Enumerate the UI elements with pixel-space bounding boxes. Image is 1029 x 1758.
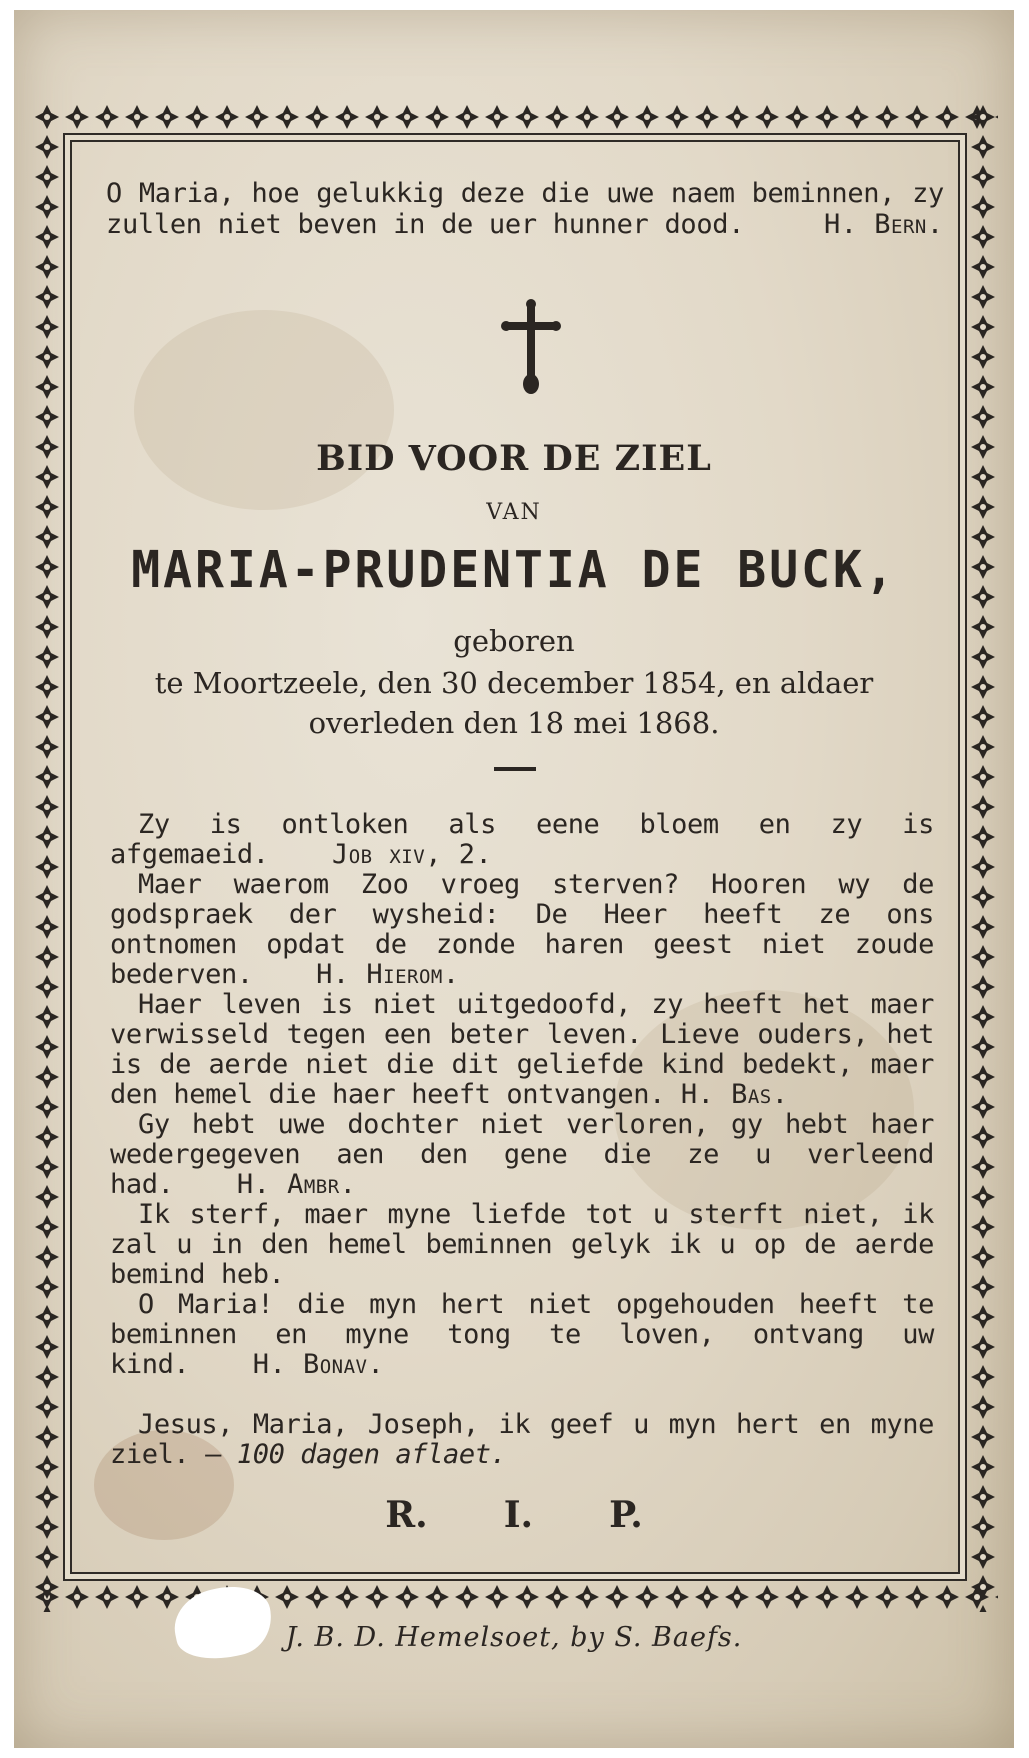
- paragraph-text: Maer waerom Zoo vroeg sterven? Hooren wy de godspraek der wysheid: De Heer heeft ze ons ontnomen opdat de zonde haren geest niet zoude bederven.: [110, 869, 934, 990]
- birth-line: te Moortzeele, den 30 december 1854, en aldaer: [154, 666, 874, 700]
- printer-imprint: J. B. D. Hemelsoet, by S. Baefs.: [285, 1622, 743, 1653]
- paragraph: [110, 1290, 934, 1380]
- deceased-name: MARIA-PRUDENTIA DE BUCK,: [131, 540, 897, 600]
- rip-inscription: [14, 1494, 1014, 1536]
- paragraph-source: Job xiv, 2.: [331, 839, 493, 870]
- paragraph: [110, 810, 934, 870]
- ornamental-border-icon: [968, 102, 998, 1612]
- paragraph-text: Ik sterf, maer myne liefde tot u sterft niet, ik zal u in den hemel beminnen gelyk ik u op de aerde bemind heb.: [110, 1199, 934, 1290]
- paragraph-text: Zy is ontloken als eene bloem en zy is afgemaeid.: [110, 809, 934, 870]
- paragraph: [110, 990, 934, 1110]
- prayer: [110, 1410, 934, 1470]
- ornamental-border-icon: [32, 102, 62, 1612]
- epigraph-text: [106, 178, 944, 240]
- paragraph-text: Haer leven is niet uitgedoofd, zy heeft het maer verwisseld tegen een beter leven. Lieve ouders, het is de aerde niet die dit geliefde kind bedekt, maer den hemel die haer heeft ontvangen.: [110, 989, 934, 1110]
- indulgence-note: 100 dagen aflaet.: [236, 1439, 507, 1470]
- paragraph: [110, 1110, 934, 1200]
- ornamental-border-icon: [32, 102, 998, 132]
- geboren-label: geboren: [453, 624, 575, 658]
- paragraph-text: Gy hebt uwe dochter niet verloren, gy hebt haer wedergegeven aen den gene die ze u verleend had.: [110, 1109, 934, 1200]
- epigraph: [106, 178, 944, 240]
- death-line: overleden den 18 mei 1868.: [308, 706, 720, 740]
- paragraph-source: H. Hierom.: [316, 959, 460, 990]
- paragraph-source: H. Bonav.: [252, 1349, 385, 1380]
- paragraph: [110, 870, 934, 990]
- rip-letter: P.: [609, 1494, 643, 1536]
- epigraph-quote: O Maria, hoe gelukkig deze die uwe naem beminnen, zy zullen niet beven in de uer hunner dood.: [106, 178, 944, 240]
- rip-letter: I.: [503, 1494, 534, 1536]
- paragraph-text: O Maria! die myn hert niet opgehouden heeft te beminnen en myne tong te loven, ontvang uw kind.: [110, 1289, 934, 1380]
- memorial-text: [110, 810, 934, 1470]
- paragraph-source: H. Ambr.: [236, 1169, 357, 1200]
- memorial-card: [14, 10, 1014, 1748]
- prayer-text: Jesus, Maria, Joseph, ik geef u myn hert en myne ziel. —: [110, 1409, 934, 1470]
- paragraph: [110, 1200, 934, 1290]
- cross-icon: [501, 298, 561, 398]
- heading: BID VOOR DE ZIEL: [316, 438, 712, 479]
- paragraph-source: H. Bas.: [680, 1079, 789, 1110]
- rip-letter: R.: [385, 1494, 428, 1536]
- ornamental-border-icon: [32, 1582, 998, 1612]
- divider: [494, 767, 536, 771]
- epigraph-source: H. Bern.: [824, 209, 944, 240]
- van-label: VAN: [486, 500, 542, 525]
